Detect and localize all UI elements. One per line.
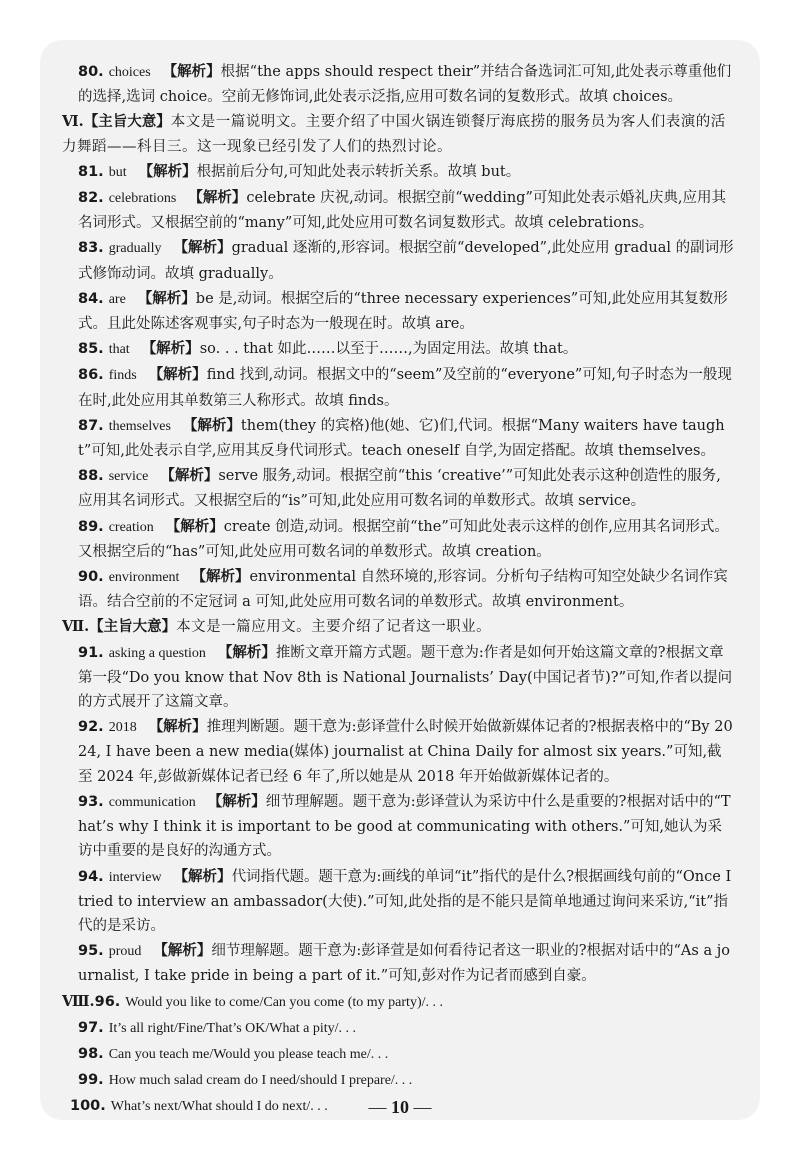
page-number: — 10 — bbox=[368, 1097, 432, 1117]
answer-item-98: 98. Can you teach me/Would you please teach me/. . . bbox=[78, 1045, 389, 1062]
answer-item-100: 100. What’s next/What should I do next/. . . bbox=[70, 1098, 328, 1115]
section-7-summary: Ⅶ.【主旨大意】本文是一篇应用文。主要介绍了记者这一职业。 bbox=[62, 618, 492, 636]
answer-item-91: 91. asking a question 【解析】推断文章开篇方式题。题干意为:作者是如何开始这篇文章的?根据文章第一段“Do you know that Nov 8th is National Journalists’ Day(中国记者节)?”可知,作者以提问的方式展开了这篇文章。 bbox=[78, 643, 733, 711]
answer-item-84: 84. are 【解析】be 是,动词。根据空后的“three necessary experiences”可知,此处应用其复数形式。且此处陈述客观事实,句子时态为一般现在时。故填 are。 bbox=[78, 289, 728, 333]
section-6-summary: Ⅵ.【主旨大意】本文是一篇说明文。主要介绍了中国火锅连锁餐厅海底捞的服务员为客人们表演的活力舞蹈——科目三。这一现象已经引发了人们的热烈讨论。 bbox=[62, 113, 726, 155]
answer-content bbox=[62, 60, 734, 1120]
answer-item-92: 92. 2018 【解析】推理判断题。题干意为:彭译萱什么时候开始做新媒体记者的?根据表格中的“By 2024, I have been a new media(媒体) journalist at China Daily for almost six years.”可知,截至 2024 年,彭做新媒体记者已经 6 年了,所以她是从 2018 年开始做新媒体记者的。 bbox=[78, 718, 733, 785]
answer-item-89: 89. creation 【解析】create 创造,动词。根据空前“the”可知此处表示这样的创作,应用其名词形式。又根据空后的“has”可知,此处应用可数名词的单数形式。故填 creation。 bbox=[78, 517, 729, 560]
answer-item-88: 88. service 【解析】serve 服务,动词。根据空前“this ‘creative’”可知此处表示这种创造性的服务,应用其名词形式。又根据空后的“is”可知,此处应用可数名词的单数形式。故填 service。 bbox=[78, 467, 721, 510]
answer-item-99: 99. How much salad cream do I need/should I prepare/. . . bbox=[78, 1072, 413, 1089]
answer-item-82: 82. celebrations 【解析】celebrate 庆祝,动词。根据空前“wedding”可知此处表示婚礼庆典,应用其名词形式。又根据空前的“many”可知,此处应用可数名词复数形式。故填 celebrations。 bbox=[78, 189, 726, 232]
answer-item-86: 86. finds 【解析】find 找到,动词。根据文中的“seem”及空前的“everyone”可知,句子时态为一般现在时,此处应用其单数第三人称形式。故填 finds。 bbox=[78, 366, 732, 409]
answer-item-95: 95. proud 【解析】细节理解题。题干意为:彭译萱是如何看待记者这一职业的?根据对话中的“As a journalist, I take pride in being a part of it.”可知,彭对作为记者而感到自豪。 bbox=[78, 942, 730, 985]
answer-item-96: Ⅷ.96. Would you like to come/Can you come (to my party)/. . . bbox=[62, 992, 443, 1010]
answer-item-85: 85. that 【解析】so. . . that 如此……以至于……,为固定用法。故填 that。 bbox=[78, 340, 578, 358]
answer-item-94: 94. interview 【解析】代词指代题。题干意为:画线的单词“it”指代的是什么?根据画线句前的“Once I tried to interview an ambassador(大使).”可知,此处指的是不能只是简单地通过询问来采访,“it”指代的是采访。 bbox=[78, 867, 732, 934]
answer-item-90: 90. environment 【解析】environmental 自然环境的,形容词。分析句子结构可知空处缺少名词作宾语。结合空前的不定冠词 a 可知,此处应用可数名词的单数形式。故填 environment。 bbox=[78, 568, 728, 611]
answer-item-97: 97. It’s all right/Fine/That’s OK/What a pity/. . . bbox=[78, 1019, 356, 1036]
answer-item-87: 87. themselves 【解析】them(they 的宾格)他(她、它)们,代词。根据“Many waiters have taught”可知,此处表示自学,应用其反身代词形式。teach oneself 自学,为固定搭配。故填 themselves。 bbox=[78, 416, 725, 460]
answer-item-93: 93. communication 【解析】细节理解题。题干意为:彭译萱认为采访中什么是重要的?根据对话中的“That’s why I think it is important to be good at communicating with others.”可知,她认为采访中重要的是良好的沟通方式。 bbox=[78, 792, 731, 860]
answer-item-81: 81. but 【解析】根据前后分句,可知此处表示转折关系。故填 but。 bbox=[78, 162, 521, 180]
answer-item-83: 83. gradually 【解析】gradual 逐渐的,形容词。根据空前“developed”,此处应用 gradual 的副词形式修饰动词。故填 gradually。 bbox=[78, 239, 734, 282]
answer-item-80: 80. choices 【解析】根据“the apps should respect their”并结合备选词汇可知,此处表示尊重他们的选择,选词 choice。空前无修饰词,此处表示泛指,应用可数名词的复数形式。故填 choices。 bbox=[78, 63, 732, 106]
